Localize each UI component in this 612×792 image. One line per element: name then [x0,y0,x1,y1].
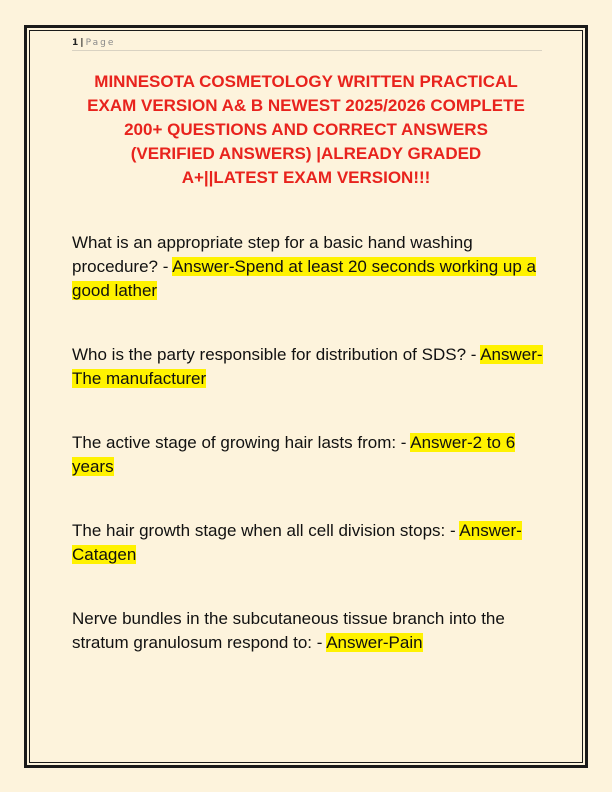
qa-item [72,431,546,479]
answer-text: Answer-Catagen [72,521,522,564]
answer-text: Answer-Spend at least 20 seconds working up a good lather [72,257,537,300]
title-line: (VERIFIED ANSWERS) |ALREADY GRADED [130,144,482,163]
answer-text: Answer-The manufacturer [72,345,543,388]
answer-text: Answer-2 to 6 years [72,433,516,476]
question-text: The hair growth stage when all cell division stops: - [72,521,460,540]
answer-text: Answer-Pain [326,633,423,652]
qa-item [72,231,546,303]
question-text: The active stage of growing hair lasts from: - [72,433,411,452]
page-separator: | [80,38,84,48]
page-label: Page [85,38,116,48]
question-text: Nerve bundles in the subcutaneous tissue branch into the stratum granulosum respond to: - [72,609,505,652]
qa-item [72,607,546,655]
title-line: 200+ QUESTIONS AND CORRECT ANSWERS [124,120,488,139]
page-number: 1 [72,38,79,48]
title-line: A+||LATEST EXAM VERSION!!! [181,168,431,187]
question-text: Who is the party responsible for distribution of SDS? - [72,345,481,364]
question-text: What is an appropriate step for a basic hand washing procedure? - [72,233,473,276]
page-header [72,36,542,51]
title-line: MINNESOTA COSMETOLOGY WRITTEN PRACTICAL [94,72,518,91]
title-line: EXAM VERSION A& B NEWEST 2025/2026 COMPLETE [87,96,525,115]
document-title [62,70,550,190]
qa-item [72,519,546,567]
qa-item [72,343,546,391]
